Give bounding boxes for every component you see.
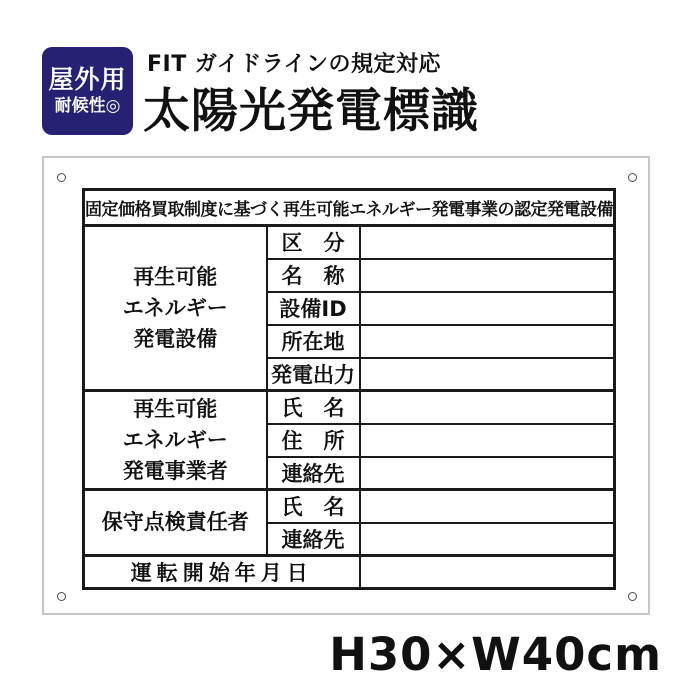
row-label-maintainer-name: 氏 名 <box>267 490 360 523</box>
badge-line-outdoor: 屋外用 <box>48 65 127 95</box>
mounting-hole-top-right <box>628 173 637 182</box>
group-line: エネルギー <box>122 295 228 320</box>
group-line: 再生可能 <box>133 264 218 289</box>
fit-guideline-subtitle: FIT ガイドラインの規定対応 <box>147 52 442 77</box>
value-cell-owner-contact <box>360 457 615 490</box>
group-line: 保守点検責任者 <box>101 510 249 534</box>
value-cell-category <box>360 226 615 259</box>
group-cell-renewable-equipment <box>84 226 267 391</box>
mounting-hole-top-left <box>57 173 66 182</box>
row-label-owner-address: 住 所 <box>267 424 360 457</box>
group-line: 発電事業者 <box>122 458 228 483</box>
size-label: H30×W40cm <box>329 628 662 681</box>
value-cell-output <box>360 358 615 391</box>
value-cell-maintainer-name <box>360 490 615 523</box>
row-label-facility-id: 設備ID <box>267 292 360 325</box>
group-line: 発電設備 <box>133 326 218 351</box>
row-label-category: 区 分 <box>267 226 360 259</box>
sign-header-title: 固定価格買取制度に基づく再生可能エネルギー発電事業の認定発電設備 <box>84 190 615 226</box>
value-cell-location <box>360 325 615 358</box>
value-cell-owner-name <box>360 391 615 424</box>
row-label-name: 名 称 <box>267 259 360 292</box>
outdoor-use-badge <box>42 47 133 135</box>
group-line: エネルギー <box>122 427 228 452</box>
row-label-owner-name: 氏 名 <box>267 391 360 424</box>
value-cell-owner-address <box>360 424 615 457</box>
value-cell-maintainer-contact <box>360 523 615 556</box>
value-cell-operation-start-date <box>360 556 615 589</box>
mounting-hole-bottom-right <box>628 592 637 601</box>
sign-table <box>82 188 616 590</box>
row-label-output: 発電出力 <box>267 358 360 391</box>
group-cell-maintenance-supervisor <box>84 490 267 556</box>
mounting-hole-bottom-left <box>57 592 66 601</box>
row-label-location: 所在地 <box>267 325 360 358</box>
group-cell-renewable-operator <box>84 391 267 490</box>
group-line: 再生可能 <box>133 396 218 421</box>
row-label-maintainer-contact: 連絡先 <box>267 523 360 556</box>
footer-label-operation-start-date: 運転開始年月日 <box>84 556 360 589</box>
value-cell-facility-id <box>360 292 615 325</box>
value-cell-name <box>360 259 615 292</box>
badge-line-weather-resistance: 耐候性◎ <box>54 95 121 116</box>
row-label-owner-contact: 連絡先 <box>267 457 360 490</box>
page-title: 太陽光発電標識 <box>143 84 479 139</box>
